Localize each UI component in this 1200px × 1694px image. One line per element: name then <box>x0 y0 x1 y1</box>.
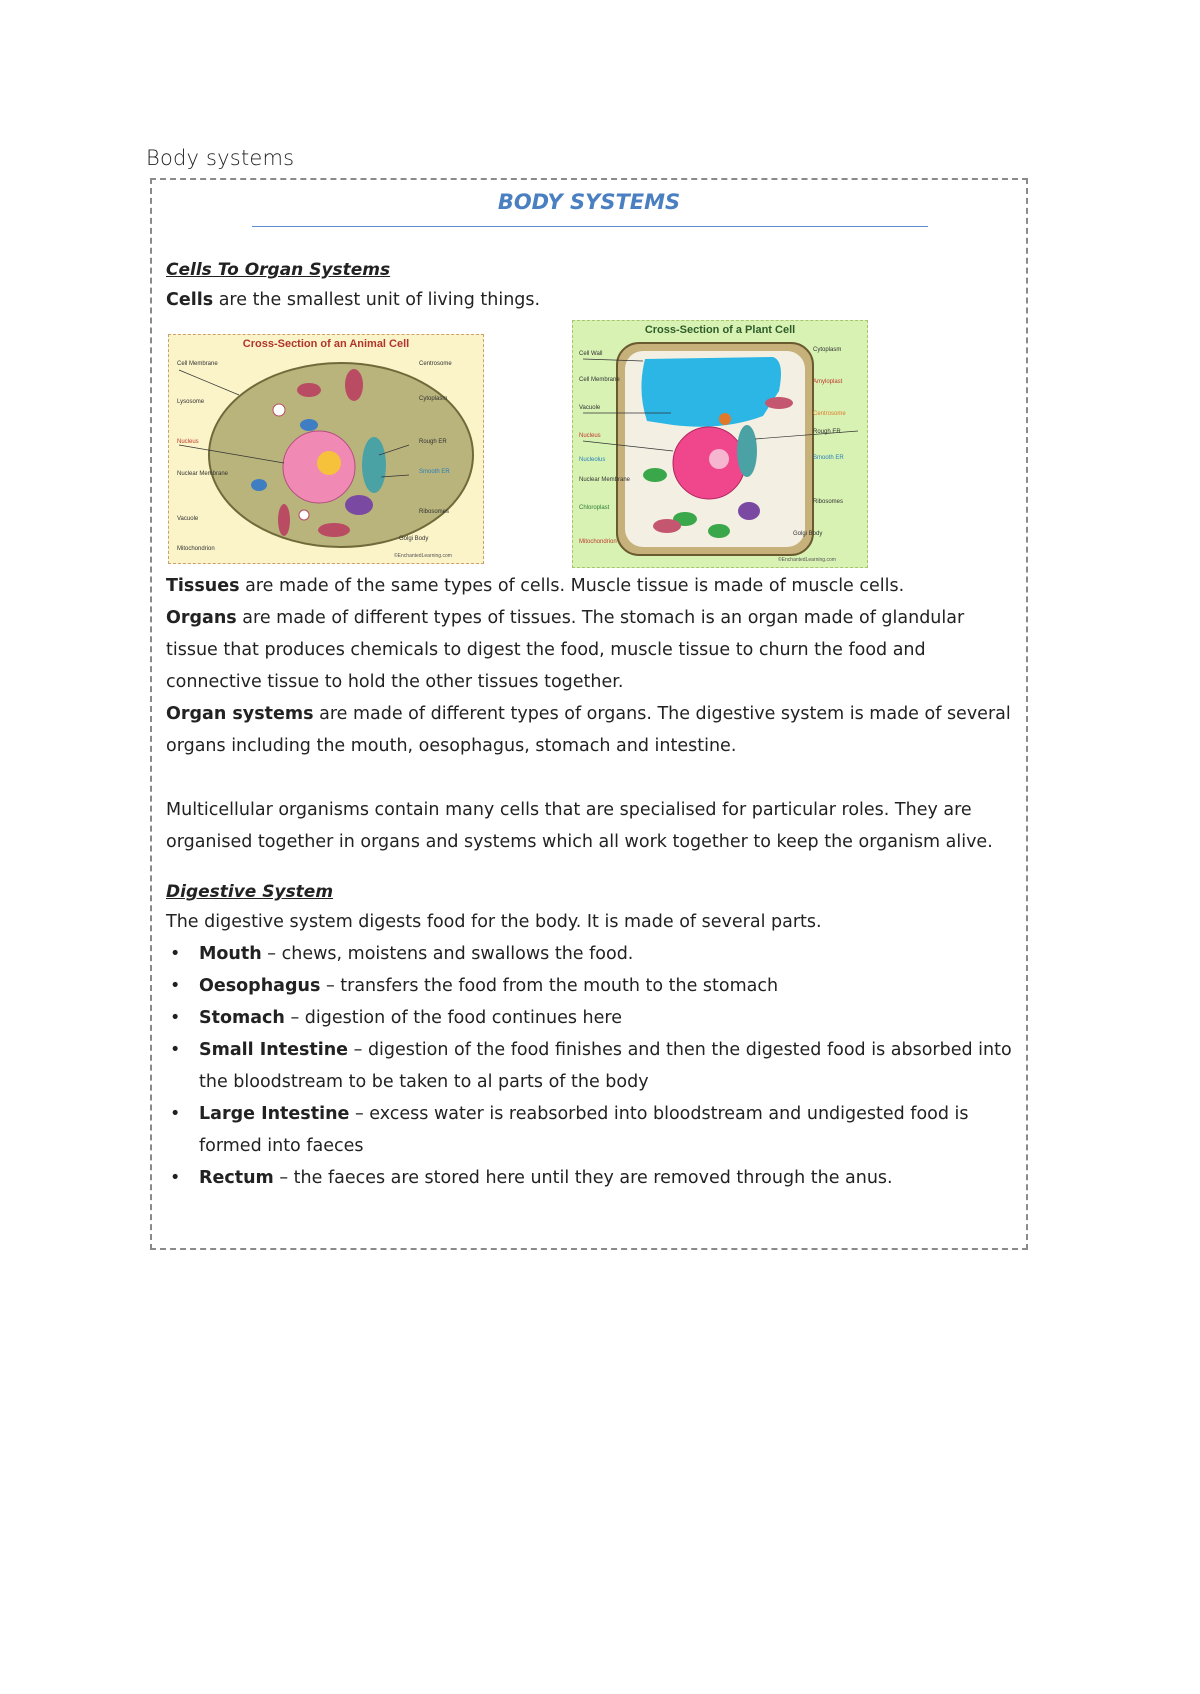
animal-cell-diagram <box>168 334 484 564</box>
list-item-term: Small Intestine <box>199 1040 349 1060</box>
svg-text:Nucleolus: Nucleolus <box>579 457 606 463</box>
plant-cell-image <box>573 321 867 567</box>
svg-text:Mitochondrion: Mitochondrion <box>579 539 617 545</box>
list-item-term: Large Intestine <box>199 1104 350 1124</box>
organ-systems-text: are made of different types of organs. The digestive system is made of several organs including the mouth, oesophagus, stomach and intestine. <box>166 704 1011 756</box>
list-item-text: – the faeces are stored here until they are removed through the anus. <box>273 1168 893 1188</box>
svg-text:Cytoplasm: Cytoplasm <box>419 396 448 402</box>
tissues-paragraph <box>166 570 1012 602</box>
svg-text:Cytoplasm: Cytoplasm <box>813 347 842 353</box>
multicellular-paragraph: Multicellular organisms contain many cells that are specialised for particular roles. They are organised together in organs and systems which all work together to keep the organism alive. <box>166 800 993 852</box>
plant-cell-diagram <box>572 320 868 568</box>
animal-credit: ©EnchantedLearning.com <box>394 553 452 559</box>
title-divider <box>252 226 928 227</box>
bullet-icon: • <box>170 1104 181 1124</box>
svg-text:Nucleus: Nucleus <box>579 433 601 439</box>
tissues-text: are made of the same types of cells. Muscle tissue is made of muscle cells. <box>239 576 905 596</box>
section-heading-digestive: Digestive System <box>166 882 334 902</box>
bullet-icon: • <box>170 976 181 996</box>
list-item-text: – transfers the food from the mouth to the stomach <box>320 976 779 996</box>
bullet-icon: • <box>170 1008 181 1028</box>
svg-text:Lysosome: Lysosome <box>177 399 205 405</box>
tissues-term: Tissues <box>166 576 240 596</box>
list-item-term: Mouth <box>199 944 262 964</box>
list-item-term: Stomach <box>199 1008 285 1028</box>
svg-text:Smooth ER: Smooth ER <box>813 455 844 461</box>
list-item-text: – chews, moistens and swallows the food. <box>261 944 634 964</box>
section-heading-cells: Cells To Organ Systems <box>166 260 391 280</box>
spacer <box>166 858 1012 878</box>
svg-text:Smooth ER: Smooth ER <box>419 469 450 475</box>
list-item-text: – excess water is reabsorbed into bloodstream and undigested food is formed into faeces <box>199 1104 969 1156</box>
organs-term: Organs <box>166 608 237 628</box>
svg-text:Mitochondrion: Mitochondrion <box>177 546 215 552</box>
list-item-term: Rectum <box>199 1168 274 1188</box>
list-item <box>166 1034 1012 1098</box>
list-item-term: Oesophagus <box>199 976 321 996</box>
svg-text:Golgi Body: Golgi Body <box>399 536 429 542</box>
list-item <box>166 1162 1012 1194</box>
digestive-parts-list <box>166 938 1012 1194</box>
svg-text:Cell Membrane: Cell Membrane <box>177 361 218 367</box>
list-item <box>166 938 1012 970</box>
cells-term: Cells <box>166 290 214 310</box>
list-item-text: – digestion of the food continues here <box>284 1008 622 1028</box>
svg-text:Rough ER: Rough ER <box>813 429 841 435</box>
svg-text:Golgi Body: Golgi Body <box>793 531 823 537</box>
spacer <box>166 762 1012 794</box>
svg-text:Ribosomes: Ribosomes <box>419 509 450 515</box>
svg-text:Centrosome: Centrosome <box>419 361 452 367</box>
animal-cell-title: Cross-Section of an Animal Cell <box>242 338 410 350</box>
cell-diagrams <box>166 320 1012 570</box>
bullet-icon: • <box>170 944 181 964</box>
cells-text: are the smallest unit of living things. <box>213 290 541 310</box>
cells-paragraph <box>166 284 1012 316</box>
svg-text:Nucleus: Nucleus <box>177 439 199 445</box>
plant-credit: ©EnchantedLearning.com <box>778 557 836 563</box>
bullet-icon: • <box>170 1168 181 1188</box>
page-label: Body systems <box>146 146 295 170</box>
svg-text:Cell Wall: Cell Wall <box>579 351 603 357</box>
list-item-text: – digestion of the food finishes and then the digested food is absorbed into the bloodstream to be taken to al parts of the body <box>199 1040 1012 1092</box>
content-body <box>166 256 1012 1194</box>
organs-paragraph <box>166 602 1012 698</box>
animal-cell-image <box>169 335 483 563</box>
svg-text:Nuclear Membrane: Nuclear Membrane <box>579 477 631 483</box>
svg-text:Chloroplast: Chloroplast <box>579 505 610 511</box>
svg-text:Rough ER: Rough ER <box>419 439 447 445</box>
content-box <box>150 178 1028 1250</box>
organ-systems-paragraph <box>166 698 1012 762</box>
plant-cell-title: Cross-Section of a Plant Cell <box>644 324 796 336</box>
svg-text:Cell Membrane: Cell Membrane <box>579 377 620 383</box>
svg-text:Vacuole: Vacuole <box>177 516 199 522</box>
bullet-icon: • <box>170 1040 181 1060</box>
list-item <box>166 1098 1012 1162</box>
svg-text:Centrosome: Centrosome <box>813 411 846 417</box>
svg-text:Vacuole: Vacuole <box>579 405 601 411</box>
organs-text: are made of different types of tissues. The stomach is an organ made of glandular tissue that produces chemicals to digest the food, muscle tissue to churn the food and connective tissue to hold the other tissues together. <box>166 608 965 692</box>
svg-text:Ribosomes: Ribosomes <box>813 499 844 505</box>
digestive-intro: The digestive system digests food for the body. It is made of several parts. <box>166 912 822 932</box>
document-title: BODY SYSTEMS <box>497 190 681 214</box>
svg-text:Nuclear Membrane: Nuclear Membrane <box>177 471 229 477</box>
list-item <box>166 970 1012 1002</box>
svg-text:Amyloplast: Amyloplast <box>813 379 843 385</box>
organ-systems-term: Organ systems <box>166 704 314 724</box>
list-item <box>166 1002 1012 1034</box>
